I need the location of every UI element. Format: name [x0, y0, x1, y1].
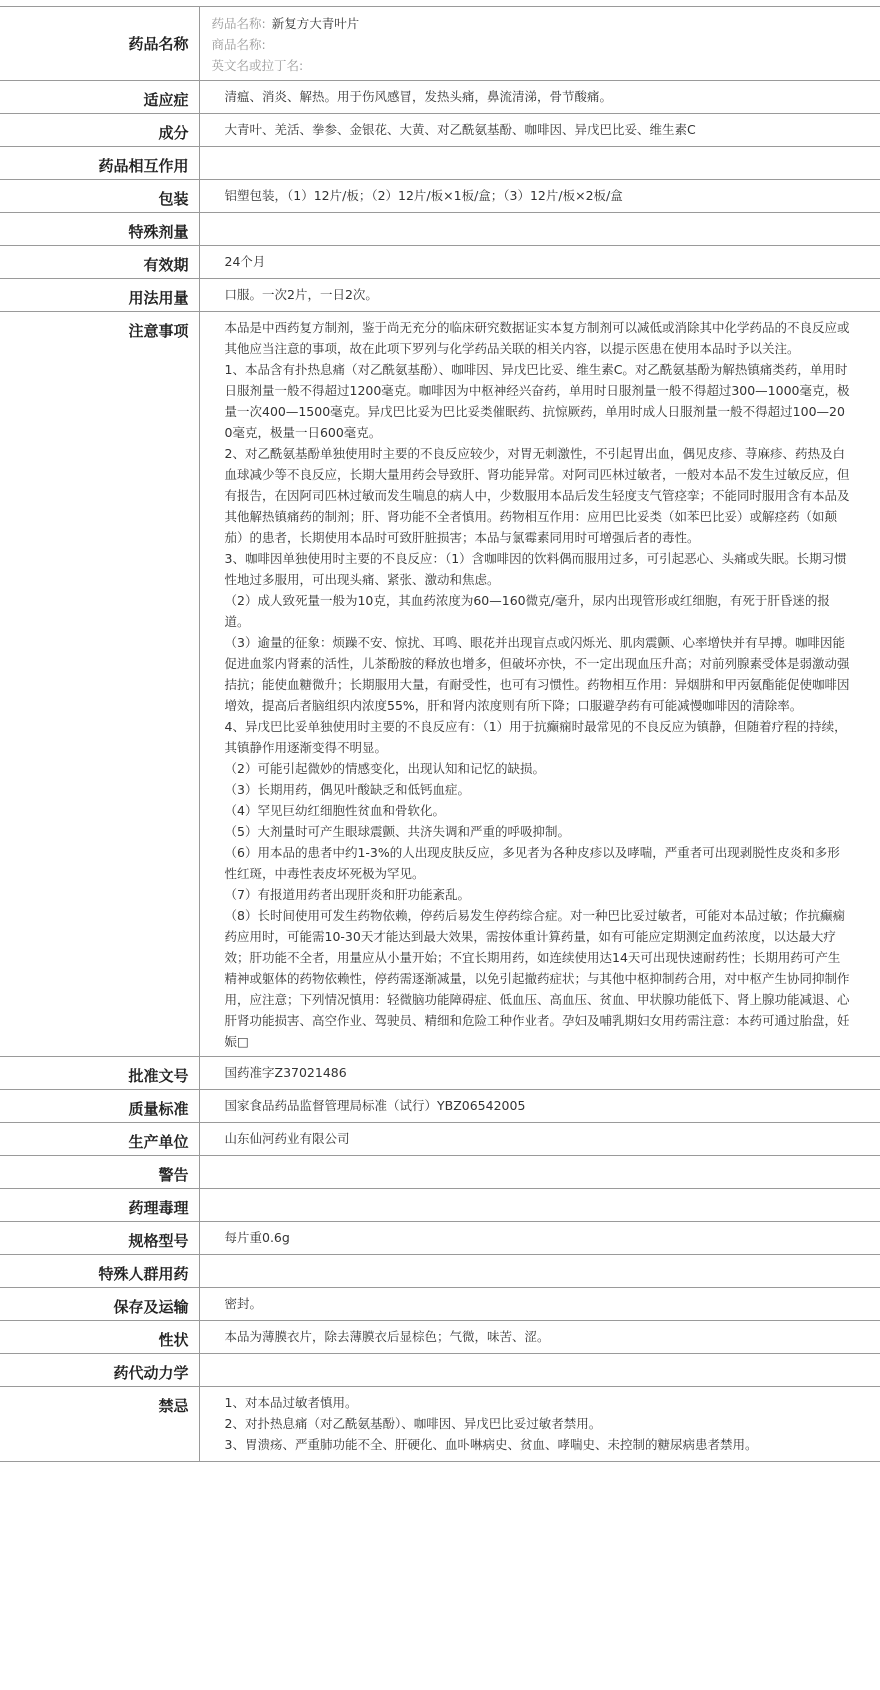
value-pharmacokinetics [199, 1354, 880, 1387]
row-drug-name [0, 7, 880, 81]
row-packaging [0, 180, 880, 213]
value-warning [199, 1156, 880, 1189]
row-indications [0, 81, 880, 114]
value-manufacturer: 山东仙河药业有限公司 [224, 1131, 350, 1146]
generic-name-key: 药品名称: [211, 16, 266, 31]
row-usage [0, 279, 880, 312]
label-manufacturer: 生产单位 [0, 1123, 199, 1156]
label-quality-standard: 质量标准 [0, 1090, 199, 1123]
label-contraindications: 禁忌 [0, 1387, 199, 1462]
label-interactions: 药品相互作用 [0, 147, 199, 180]
label-precautions: 注意事项 [0, 312, 199, 1057]
row-special-dosage [0, 213, 880, 246]
label-usage: 用法用量 [0, 279, 199, 312]
label-approval: 批准文号 [0, 1057, 199, 1090]
label-ingredients: 成分 [0, 114, 199, 147]
label-storage: 保存及运输 [0, 1288, 199, 1321]
label-indications: 适应症 [0, 81, 199, 114]
precaution-paragraph: （7）有报道用药者出现肝炎和肝功能紊乱。 [224, 887, 470, 902]
row-pharmacokinetics [0, 1354, 880, 1387]
value-precautions [199, 312, 880, 1057]
row-interactions [0, 147, 880, 180]
precaution-paragraph: （3）逾量的征象：烦躁不安、惊扰、耳鸣、眼花并出现盲点或闪烁光、肌肉震颤、心率增快并有早搏。咖啡因能促进血浆内肾素的活性，儿茶酚胺的释放也增多，但破坏亦快，不一定出现血压升高；对前列腺素受体是弱激动强拮抗；能使血糖微升；长期服用大量，有耐受性，也可有习惯性。药物相互作用：异烟肼和甲丙氨酯能促使咖啡因增效，提高后者脑组织内浓度55%，肝和肾内浓度则有所下降；口服避孕药有可能减慢咖啡因的清除率。 [224, 635, 850, 713]
precaution-paragraph: （6）用本品的患者中约1-3%的人出现皮肤反应，多见者为各种皮疹以及哮喘，严重者可出现剥脱性皮炎和多形性红斑，中毒性表皮坏死极为罕见。 [224, 845, 840, 881]
trade-name-line [212, 34, 851, 55]
label-packaging: 包装 [0, 180, 199, 213]
label-specification: 规格型号 [0, 1222, 199, 1255]
label-pharmacology: 药理毒理 [0, 1189, 199, 1222]
trade-name-key: 商品名称: [211, 37, 266, 52]
precaution-paragraph: 1、本品含有扑热息痛（对乙酰氨基酚）、咖啡因、异戊巴比妥、维生素C。对乙酰氨基酚为解热镇痛类药，单用时日服剂量一般不得超过1200毫克。咖啡因为中枢神经兴奋药，单用时日服剂量一般不得超过300—1000毫克，极量一次400—1500毫克。异戊巴比妥为巴比妥类催眠药、抗惊厥药，单用时成人日服剂量一般不得超过100—200毫克，极量一日600毫克。 [224, 362, 850, 440]
precaution-paragraph: （2）可能引起微妙的情感变化，出现认知和记忆的缺损。 [224, 761, 545, 776]
value-contraindications [199, 1387, 880, 1462]
latin-name-line [212, 55, 851, 76]
value-drug-name [199, 7, 880, 81]
value-approval: 国药准字Z37021486 [224, 1065, 347, 1080]
generic-name-line [212, 13, 851, 34]
label-drug-name: 药品名称 [0, 7, 199, 81]
row-quality-standard [0, 1090, 880, 1123]
label-validity: 有效期 [0, 246, 199, 279]
latin-name-key: 英文名或拉丁名: [211, 58, 304, 73]
label-special-population: 特殊人群用药 [0, 1255, 199, 1288]
precaution-paragraph: （3）长期用药，偶见叶酸缺乏和低钙血症。 [224, 782, 470, 797]
row-pharmacology [0, 1189, 880, 1222]
precaution-paragraph: 4、异戊巴比妥单独使用时主要的不良反应有：（1）用于抗癫痫时最常见的不良反应为镇静，但随着疗程的持续，其镇静作用逐渐变得不明显。 [224, 719, 847, 755]
value-special-dosage [199, 213, 880, 246]
value-interactions [199, 147, 880, 180]
contraindication-item: 3、胃溃疡、严重肺功能不全、肝硬化、血卟啉病史、贫血、哮喘史、未控制的糖尿病患者禁用。 [224, 1437, 758, 1452]
label-warning: 警告 [0, 1156, 199, 1189]
value-special-population [199, 1255, 880, 1288]
value-ingredients: 大青叶、羌活、拳参、金银花、大黄、对乙酰氨基酚、咖啡因、异戊巴比妥、维生素C [224, 122, 696, 137]
precaution-paragraph: （2）成人致死量一般为10克，其血药浓度为60—160微克/毫升，尿内出现管形或红细胞，有死于肝昏迷的报道。 [224, 593, 830, 629]
row-approval [0, 1057, 880, 1090]
label-special-dosage: 特殊剂量 [0, 213, 199, 246]
precaution-paragraph: （4）罕见巨幼红细胞性贫血和骨软化。 [224, 803, 445, 818]
contraindication-item: 2、对扑热息痛（对乙酰氨基酚）、咖啡因、异戊巴比妥过敏者禁用。 [224, 1416, 602, 1431]
row-manufacturer [0, 1123, 880, 1156]
precaution-paragraph: 本品是中西药复方制剂，鉴于尚无充分的临床研究数据证实本复方制剂可以减低或消除其中化学药品的不良反应或其他应当注意的事项，故在此项下罗列与化学药品关联的相关内容，以提示医患在使用本品时予以关注。 [224, 320, 850, 356]
value-validity: 24个月 [224, 254, 266, 269]
row-precautions [0, 312, 880, 1057]
generic-name-value: 新复方大青叶片 [271, 16, 360, 31]
value-quality-standard: 国家食品药品监督管理局标准（试行）YBZ06542005 [224, 1098, 526, 1113]
row-appearance [0, 1321, 880, 1354]
row-special-population [0, 1255, 880, 1288]
value-pharmacology [199, 1189, 880, 1222]
value-indications: 清瘟、消炎、解热。用于伤风感冒，发热头痛，鼻流清涕，骨节酸痛。 [224, 89, 613, 104]
row-specification [0, 1222, 880, 1255]
value-packaging: 铝塑包装，（1）12片/板；（2）12片/板×1板/盒；（3）12片/板×2板/盒 [224, 188, 623, 203]
row-validity [0, 246, 880, 279]
row-contraindications [0, 1387, 880, 1462]
value-storage: 密封。 [224, 1296, 263, 1311]
label-appearance: 性状 [0, 1321, 199, 1354]
row-ingredients [0, 114, 880, 147]
value-appearance: 本品为薄膜衣片，除去薄膜衣后显棕色；气微，味苦、涩。 [224, 1329, 550, 1344]
label-pharmacokinetics: 药代动力学 [0, 1354, 199, 1387]
precaution-paragraph: 2、对乙酰氨基酚单独使用时主要的不良反应较少，对胃无刺激性，不引起胃出血，偶见皮疹、荨麻疹、药热及白血球减少等不良反应，长期大量用药会导致肝、肾功能异常。对阿司匹林过敏者，一般对本品不发生过敏反应，但有报告，在因阿司匹林过敏而发生喘息的病人中，少数服用本品后发生轻度支气管痉挛；不能同时服用含有本品及其他解热镇痛药的制剂；肝、肾功能不全者慎用。药物相互作用：应用巴比妥类（如苯巴比妥）或解痉药（如颠茄）的患者，长期使用本品时可致肝脏损害；本品与氯霉素同用时可增强后者的毒性。 [224, 446, 850, 545]
precaution-paragraph: （5）大剂量时可产生眼球震颤、共济失调和严重的呼吸抑制。 [224, 824, 570, 839]
value-usage: 口服。一次2片，一日2次。 [224, 287, 378, 302]
drug-spec-table [0, 6, 880, 1462]
contraindication-item: 1、对本品过敏者慎用。 [224, 1395, 358, 1410]
row-warning [0, 1156, 880, 1189]
precaution-paragraph: 3、咖啡因单独使用时主要的不良反应：（1）含咖啡因的饮料偶而服用过多，可引起恶心、头痛或失眠。长期习惯性地过多服用，可出现头痛、紧张、激动和焦虑。 [224, 551, 847, 587]
row-storage [0, 1288, 880, 1321]
precaution-paragraph: （8）长时间使用可发生药物依赖，停药后易发生停药综合症。对一种巴比妥过敏者，可能对本品过敏；作抗癫痫药应用时，可能需10-30天才能达到最大效果，需按体重计算药量，如有可能应定期测定血药浓度，以达最大疗效；肝功能不全者，用量应从小量开始；不宜长期用药，如连续使用达14天可出现快速耐药性；长期用药可产生精神或躯体的药物依赖性，停药需逐渐减量，以免引起撤药症状；与其他中枢抑制药合用，对中枢产生协同抑制作用，应注意；下列情况慎用：轻微脑功能障碍症、低血压、高血压、贫血、甲状腺功能低下、肾上腺功能减退、心肝肾功能损害、高空作业、驾驶员、精细和危险工种作业者。孕妇及哺乳期妇女用药需注意：本药可通过胎盘，妊娠□ [224, 908, 850, 1049]
value-specification: 每片重0.6g [224, 1230, 290, 1245]
